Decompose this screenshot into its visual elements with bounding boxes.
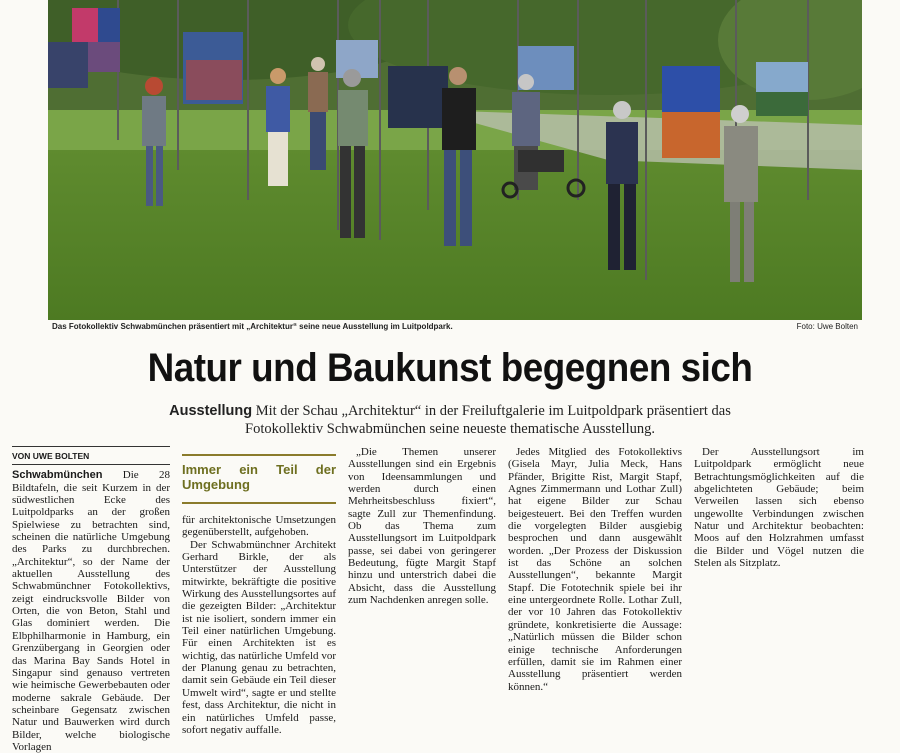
column-5 — [688, 446, 870, 674]
park-exhibition-photo — [48, 0, 862, 320]
article-photo — [48, 0, 862, 320]
headline: Natur und Baukunst begegnen sich — [147, 346, 753, 390]
column-2 — [176, 446, 342, 736]
column-1 — [6, 446, 176, 753]
column-4 — [502, 446, 688, 693]
paragraph-2: Der Schwabmünchner Architekt Gerhard Birkle, der als Unterstützer der Ausstellung mitwirkte, bekräftigte die positive Wirkung des Ausstellungsortes auf die gezeigten Bilder: „Architektur ist nie isoliert, sondern immer ein Teil einer natürlichen Umgebung. Für einen Architekten ist es wichtig, das natürliche Umfeld vor der Planung genau zu betrachten, damit sein Gebäude ein Teil dieser Umwelt wird“, sagte er und stellte fest, dass Architektur, die nicht in ein natürliches Umfeld passe, sofort negativ auffalle. — [182, 538, 336, 736]
subheadline-text: Mit der Schau „Architektur“ in der Freiluftgalerie im Luitpoldpark präsentiert das Fotokollektiv Schwabmünchen seine neueste thematische Ausstellung. — [245, 403, 731, 437]
paragraph-1 — [12, 469, 170, 753]
paragraph-5: Der Ausstellungsort im Luitpoldpark ermöglicht neue Betrachtungsmöglichkeiten auf die abgelichteten Gebäude; beim Verweilen lassen sich ebenso ungewollte Verbindungen zwischen Natur und Architektur beobachten: Moos auf den Holzrahmen umfasst die Bilder und Vögel nutzen die Stelen als Sitzplatz. — [694, 446, 864, 570]
byline: VON UWE BOLTEN — [12, 446, 170, 465]
subheadline-kicker: Ausstellung — [169, 403, 253, 419]
pull-quote: Immer ein Teil der Umgebung — [182, 454, 336, 504]
photo-caption-text: Das Fotokollektiv Schwabmünchen präsentiert mit „Architektur“ seine neue Ausstellung im Luitpoldpark. — [52, 322, 453, 331]
dateline: Schwabmünchen — [12, 469, 103, 482]
photo-caption — [52, 322, 858, 331]
paragraph-1-end: für architektonische Umsetzungen gegenüberstellt, aufgehoben. — [182, 514, 336, 539]
paragraph-3: „Die Themen unserer Ausstellungen sind ein Ergebnis von Ideensammlungen und werden durch einen Mehrheitsbeschluss fixiert“, sagte Zull zur Themenfindung. Ob das Thema zum Ausstellungsort im Luitpoldpark passe, sei dabei von geringerer Bedeutung, fügte Margit Stapf hinzu und unterstrich dabei die Absicht, dass die Ausstellung zum Nachdenken anregen solle. — [348, 446, 496, 607]
article-body — [6, 446, 892, 753]
photo-credit: Foto: Uwe Bolten — [796, 322, 858, 331]
column-3 — [342, 446, 502, 674]
paragraph-4: Jedes Mitglied des Fotokollektivs (Gisela Mayr, Julia Meck, Hans Pfänder, Brigitte Rist, Margit Stapf, Agnes Zimmermann und Lothar Zull) hat eigene Bilder zur Schau beigesteuert. Bei den Treffen wurden die vorgelegten Bilder ausgiebig besprochen und dann ausgewählt worden. „Der Prozess der Diskussion ist das Schöne an solchen Ausstellungen“, bekannte Margit Stapf. Die Fototechnik spiele bei ihr eine untergeordnete Rolle. Lothar Zull, der vor 10 Jahren das Fotokollektiv gründete, konkretisierte die Aussage: „Natürlich müssen die Bilder schon einige technische Anforderungen erfüllen, damit sie im Rahmen einer Ausstellung präsentiert werden können.“ — [508, 446, 682, 693]
paragraph-1-text: Die 28 Bildtafeln, die seit Kurzem in der südwestlichen Ecke des Luitpoldparks an der großen Spielwiese zu betrachten sind, scheinen die natürliche Umgebung des Parks zu durchbrechen. „Architektur“, so der Name der aktuellen Ausstellung des Schwabmünchner Fotokollektivs, zeigt eindrucksvolle Bilder von Orten, die von Beton, Stahl und Glas dominiert werden. Die Elbphilharmonie in Hamburg, ein Grenzübergang in Georgien oder das Marina Bay Sands Hotel in Singapur sind genauso vertreten wie heimische Gewerbebauten oder moderne sakrale Gebäude. Der scheinbare Gegensatz zwischen Natur und Bauwerken wird durch Bilder, welche biologische Vorlagen — [12, 469, 170, 753]
subheadline — [130, 402, 770, 438]
